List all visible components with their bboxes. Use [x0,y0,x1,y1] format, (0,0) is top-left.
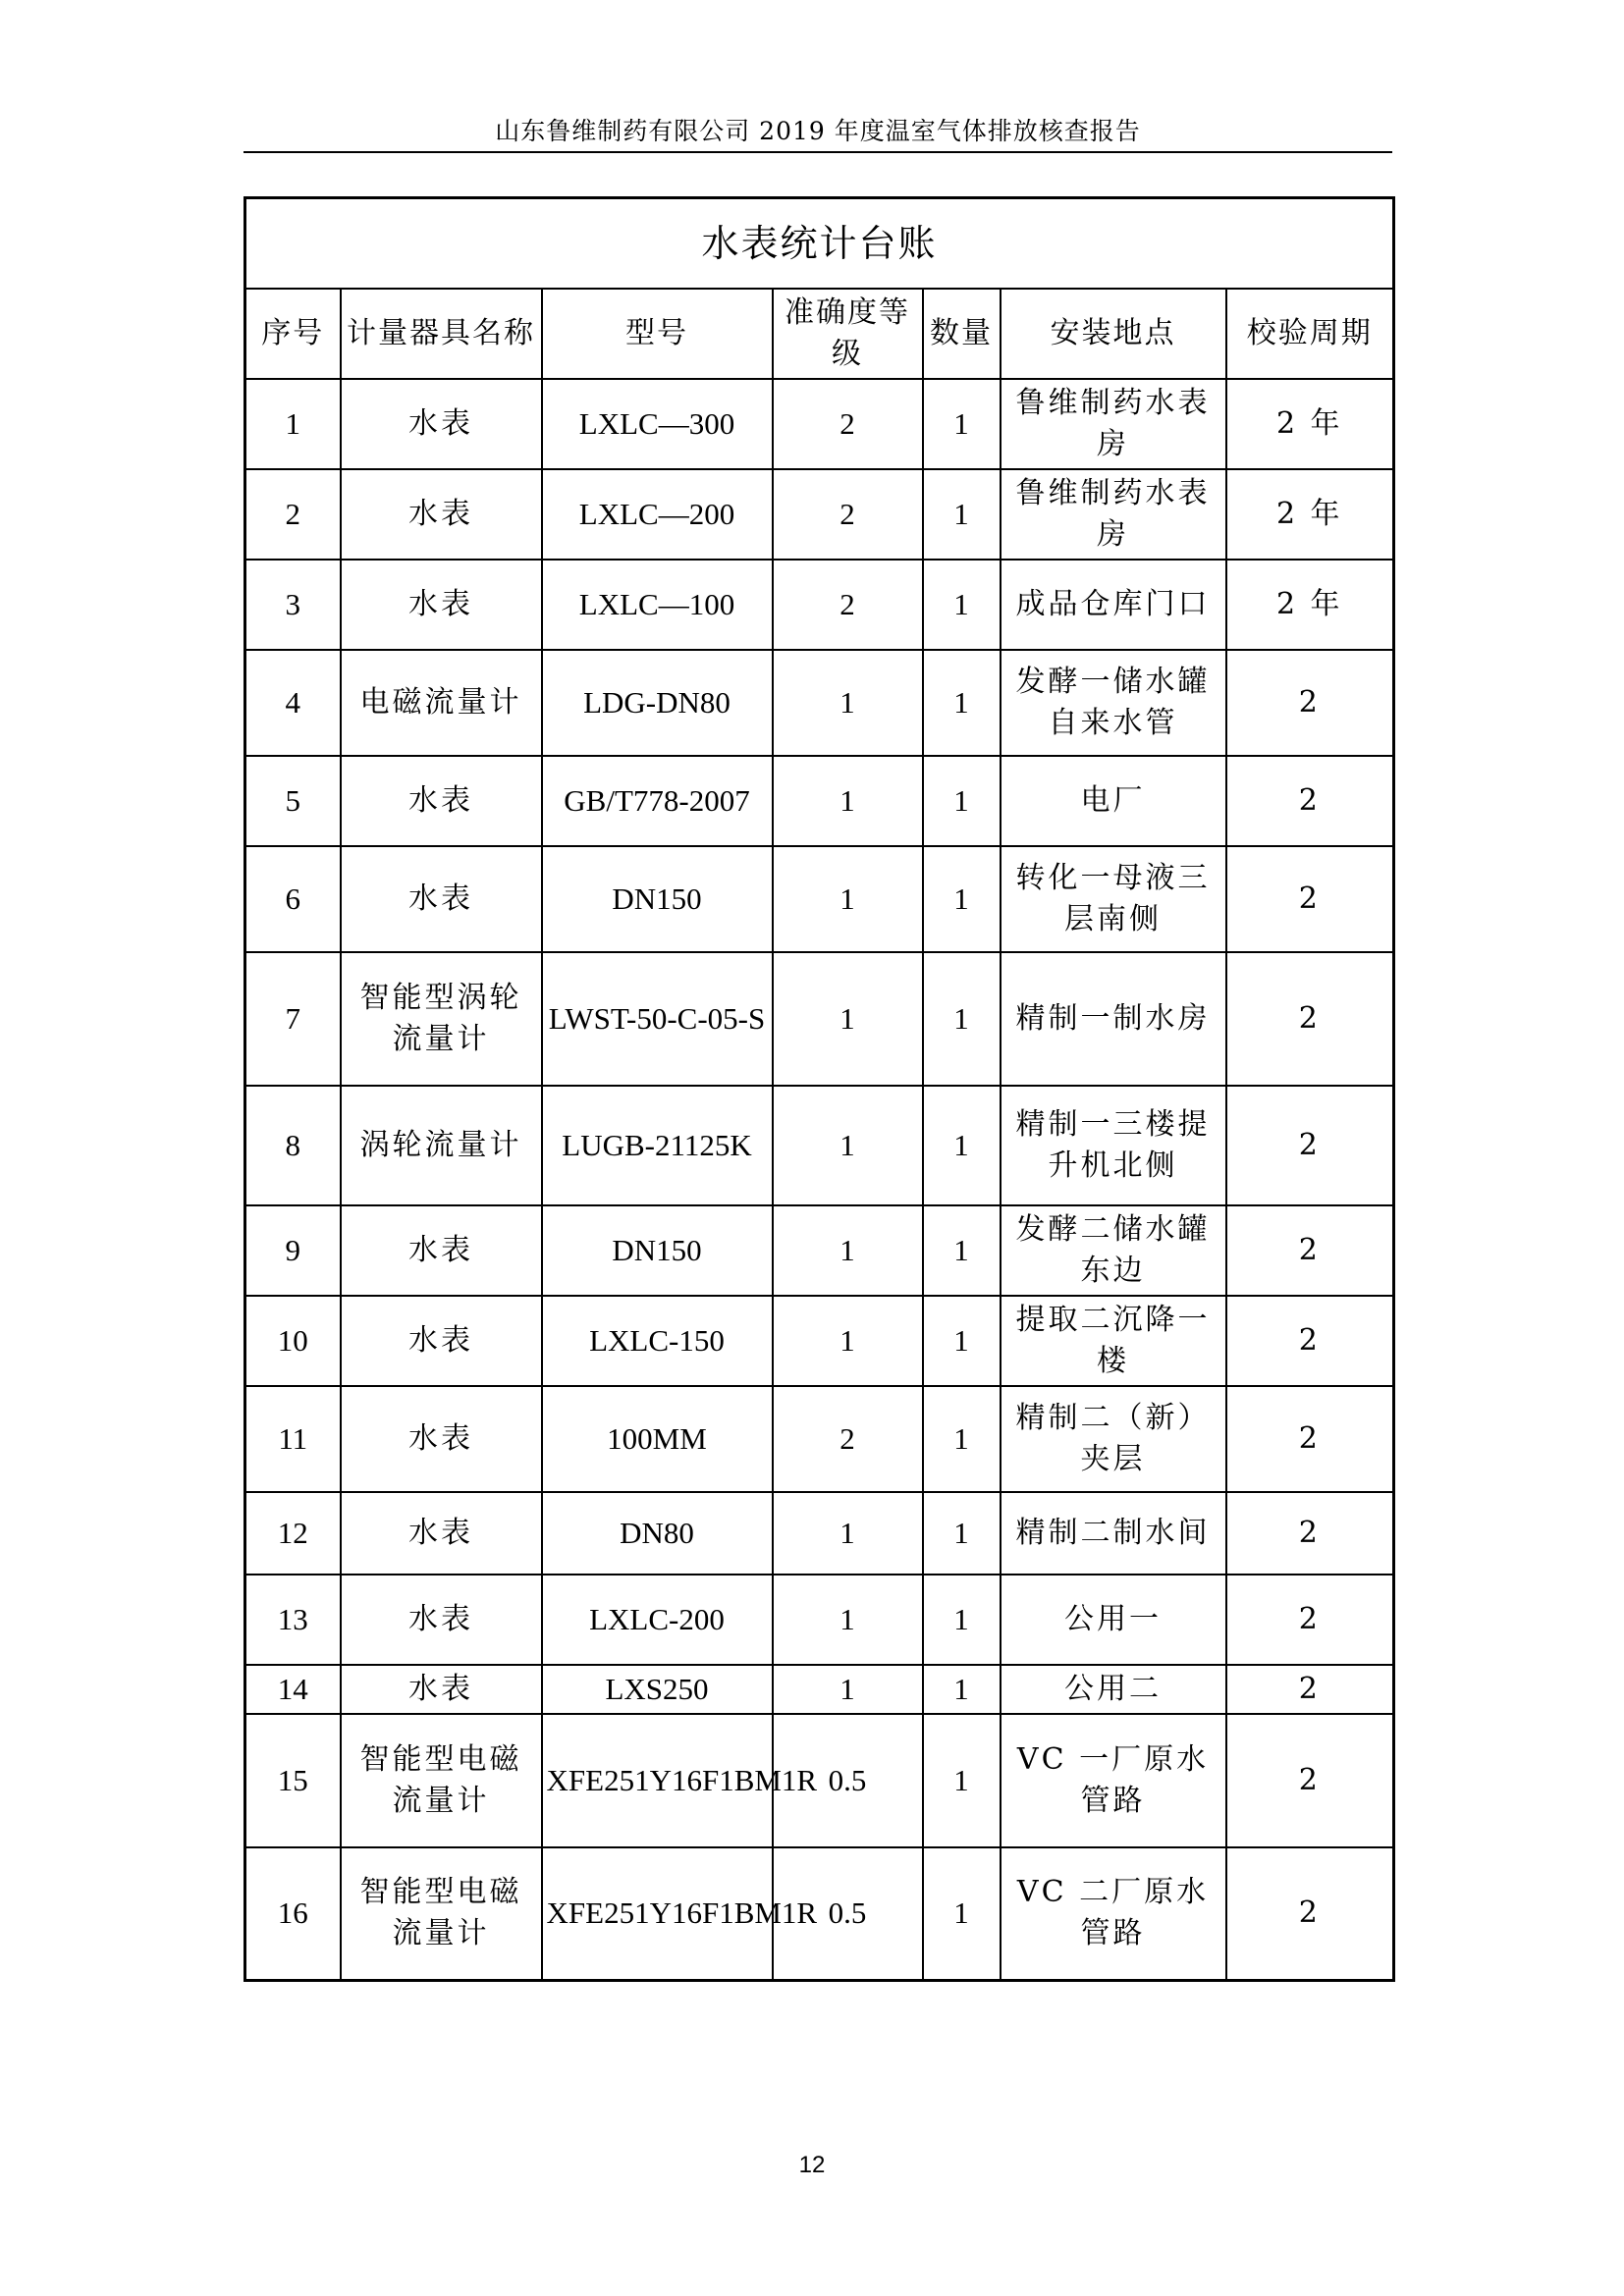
table-row [245,1386,1394,1492]
cell-model: LXS250 [542,1665,773,1714]
cell-accuracy: 1 [773,1492,923,1575]
column-header-accuracy: 准确度等级 [773,289,923,379]
cell-name: 水表 [341,846,542,952]
table-row [245,650,1394,756]
cell-cycle: 2 [1226,846,1394,952]
cell-no: 9 [245,1205,341,1296]
cell-cycle: 2 年 [1226,560,1394,650]
cell-name: 电磁流量计 [341,650,542,756]
cell-accuracy: 1 [773,1575,923,1665]
cell-model: LUGB-21125K [542,1086,773,1205]
cell-name: 水表 [341,756,542,846]
cell-location: VC 二厂原水管路 [1001,1847,1226,1981]
cell-no: 14 [245,1665,341,1714]
table-title: 水表统计台账 [245,198,1394,289]
cell-accuracy: 0.5 [773,1714,923,1847]
cell-cycle: 2 [1226,1714,1394,1847]
cell-accuracy: 0.5 [773,1847,923,1981]
cell-accuracy: 1 [773,1086,923,1205]
table-row [245,756,1394,846]
cell-model: XFE251Y16F1BM1R [542,1714,773,1847]
cell-accuracy: 2 [773,379,923,469]
cell-accuracy: 2 [773,560,923,650]
cell-model: GB/T778-2007 [542,756,773,846]
water-meter-ledger [244,196,1392,1982]
cell-no: 16 [245,1847,341,1981]
running-header: 山东鲁维制药有限公司 2019 年度温室气体排放核查报告 [495,117,1141,145]
cell-model: LDG-DN80 [542,650,773,756]
table-row [245,1086,1394,1205]
cell-no: 1 [245,379,341,469]
cell-accuracy: 2 [773,469,923,560]
cell-model: LXLC—300 [542,379,773,469]
cell-accuracy: 1 [773,1665,923,1714]
cell-location: 精制一制水房 [1001,952,1226,1086]
cell-name: 水表 [341,1296,542,1386]
cell-location: 电厂 [1001,756,1226,846]
cell-location: 公用一 [1001,1575,1226,1665]
column-header-row [245,289,1394,379]
cell-model: LXLC-150 [542,1296,773,1386]
column-header-location: 安装地点 [1001,289,1226,379]
cell-cycle: 2 [1226,1296,1394,1386]
header-rule [244,151,1392,153]
column-header-name: 计量器具名称 [341,289,542,379]
cell-accuracy: 1 [773,952,923,1086]
cell-no: 7 [245,952,341,1086]
cell-name: 智能型电磁流量计 [341,1847,542,1981]
cell-no: 15 [245,1714,341,1847]
cell-model: XFE251Y16F1BM1R [542,1847,773,1981]
cell-no: 8 [245,1086,341,1205]
cell-model: DN150 [542,846,773,952]
cell-name: 智能型涡轮流量计 [341,952,542,1086]
cell-qty: 1 [923,469,1001,560]
cell-model: LWST-50-C-05-S [542,952,773,1086]
cell-location: 鲁维制药水表房 [1001,379,1226,469]
cell-qty: 1 [923,1714,1001,1847]
ledger-table [244,196,1395,1982]
cell-name: 智能型电磁流量计 [341,1714,542,1847]
cell-location: VC 一厂原水管路 [1001,1714,1226,1847]
cell-name: 水表 [341,1386,542,1492]
cell-cycle: 2 [1226,756,1394,846]
table-row [245,469,1394,560]
ledger-body [245,379,1394,1981]
cell-name: 水表 [341,1492,542,1575]
cell-model: LXLC-200 [542,1575,773,1665]
cell-model: LXLC—100 [542,560,773,650]
cell-accuracy: 2 [773,1386,923,1492]
page-number: 12 [798,2152,826,2178]
column-header-qty: 数量 [923,289,1001,379]
cell-no: 3 [245,560,341,650]
cell-cycle: 2 [1226,1492,1394,1575]
table-row [245,1847,1394,1981]
cell-location: 公用二 [1001,1665,1226,1714]
table-row [245,1714,1394,1847]
cell-no: 12 [245,1492,341,1575]
cell-no: 10 [245,1296,341,1386]
cell-cycle: 2 年 [1226,379,1394,469]
cell-location: 精制二制水间 [1001,1492,1226,1575]
table-row [245,1296,1394,1386]
cell-no: 5 [245,756,341,846]
table-row [245,379,1394,469]
table-row [245,1665,1394,1714]
table-row [245,846,1394,952]
cell-location: 精制一三楼提升机北侧 [1001,1086,1226,1205]
cell-location: 鲁维制药水表房 [1001,469,1226,560]
cell-accuracy: 1 [773,1296,923,1386]
cell-cycle: 2 [1226,1386,1394,1492]
cell-qty: 1 [923,1665,1001,1714]
cell-qty: 1 [923,1492,1001,1575]
cell-qty: 1 [923,756,1001,846]
cell-model: DN150 [542,1205,773,1296]
table-row [245,1575,1394,1665]
cell-qty: 1 [923,1847,1001,1981]
cell-accuracy: 1 [773,650,923,756]
cell-qty: 1 [923,846,1001,952]
cell-location: 发酵一储水罐自来水管 [1001,650,1226,756]
cell-cycle: 2 [1226,1575,1394,1665]
cell-qty: 1 [923,650,1001,756]
cell-qty: 1 [923,1296,1001,1386]
cell-model: 100MM [542,1386,773,1492]
cell-cycle: 2 [1226,952,1394,1086]
cell-accuracy: 1 [773,846,923,952]
cell-name: 水表 [341,1205,542,1296]
cell-name: 水表 [341,469,542,560]
cell-name: 水表 [341,379,542,469]
cell-cycle: 2 [1226,1086,1394,1205]
cell-no: 4 [245,650,341,756]
cell-qty: 1 [923,1575,1001,1665]
cell-qty: 1 [923,952,1001,1086]
column-header-cycle: 校验周期 [1226,289,1394,379]
cell-qty: 1 [923,1386,1001,1492]
cell-cycle: 2 年 [1226,469,1394,560]
cell-name: 水表 [341,1575,542,1665]
table-row [245,1205,1394,1296]
cell-no: 11 [245,1386,341,1492]
cell-no: 2 [245,469,341,560]
cell-cycle: 2 [1226,1847,1394,1981]
cell-name: 涡轮流量计 [341,1086,542,1205]
cell-model: LXLC—200 [542,469,773,560]
cell-accuracy: 1 [773,1205,923,1296]
cell-location: 转化一母液三层南侧 [1001,846,1226,952]
cell-location: 发酵二储水罐东边 [1001,1205,1226,1296]
cell-cycle: 2 [1226,1205,1394,1296]
cell-qty: 1 [923,560,1001,650]
cell-qty: 1 [923,1205,1001,1296]
cell-qty: 1 [923,1086,1001,1205]
cell-name: 水表 [341,1665,542,1714]
cell-name: 水表 [341,560,542,650]
cell-cycle: 2 [1226,650,1394,756]
cell-qty: 1 [923,379,1001,469]
cell-location: 提取二沉降一楼 [1001,1296,1226,1386]
cell-location: 精制二（新）夹层 [1001,1386,1226,1492]
table-row [245,952,1394,1086]
cell-no: 13 [245,1575,341,1665]
cell-location: 成品仓库门口 [1001,560,1226,650]
cell-accuracy: 1 [773,756,923,846]
table-row [245,1492,1394,1575]
column-header-no: 序号 [245,289,341,379]
cell-no: 6 [245,846,341,952]
title-row [245,198,1394,289]
table-row [245,560,1394,650]
column-header-model: 型号 [542,289,773,379]
cell-cycle: 2 [1226,1665,1394,1714]
cell-model: DN80 [542,1492,773,1575]
